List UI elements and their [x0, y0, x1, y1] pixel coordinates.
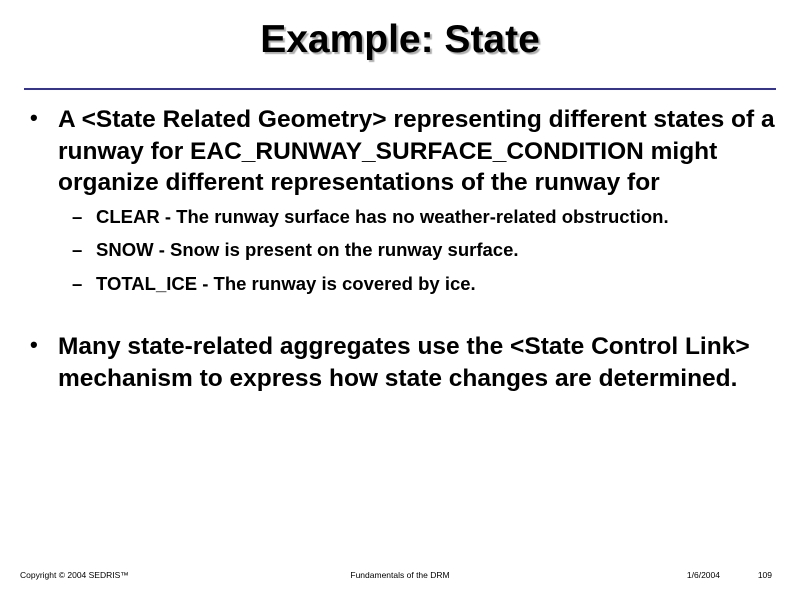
- sub-bullet-text: SNOW - Snow is present on the runway surface.: [96, 239, 519, 261]
- slide-body: [18, 104, 778, 396]
- bullet-dot-icon: •: [30, 105, 38, 130]
- bullet-text: Many state-related aggregates use the <State Control Link> mechanism to express how state changes are determined.: [58, 333, 750, 392]
- footer-title: Fundamentals of the DRM: [350, 570, 450, 580]
- sub-bullet-text: CLEAR - The runway surface has no weather-related obstruction.: [96, 205, 669, 227]
- bullet-dot-icon: •: [30, 332, 38, 358]
- page-title: Example: State: [260, 18, 540, 61]
- bullet-dash-icon: –: [72, 205, 83, 227]
- list-item: [58, 238, 778, 261]
- sub-bullet-text: TOTAL_ICE - The runway is covered by ice.: [96, 272, 476, 294]
- footer-copyright: Copyright © 2004 SEDRIS™: [20, 570, 129, 580]
- bullet-dash-icon: –: [72, 239, 83, 261]
- bullet-dash-icon: –: [72, 272, 83, 294]
- slide-footer: [0, 570, 800, 584]
- list-item: [18, 104, 778, 295]
- list-item: [58, 272, 778, 295]
- bullet-list: [18, 104, 778, 394]
- list-item: [18, 331, 778, 394]
- list-item: [58, 205, 778, 228]
- footer-page-number: 109: [757, 570, 772, 580]
- footer-date: 1/6/2004: [686, 570, 720, 580]
- spacer: [18, 305, 778, 331]
- sub-bullet-list: [58, 205, 778, 295]
- title-divider: [24, 88, 776, 90]
- bullet-text: A <State Related Geometry> representing different states of a runway for EAC_RUNWAY_SURFACE_CONDITION might organize different representations of the runway for: [58, 106, 775, 197]
